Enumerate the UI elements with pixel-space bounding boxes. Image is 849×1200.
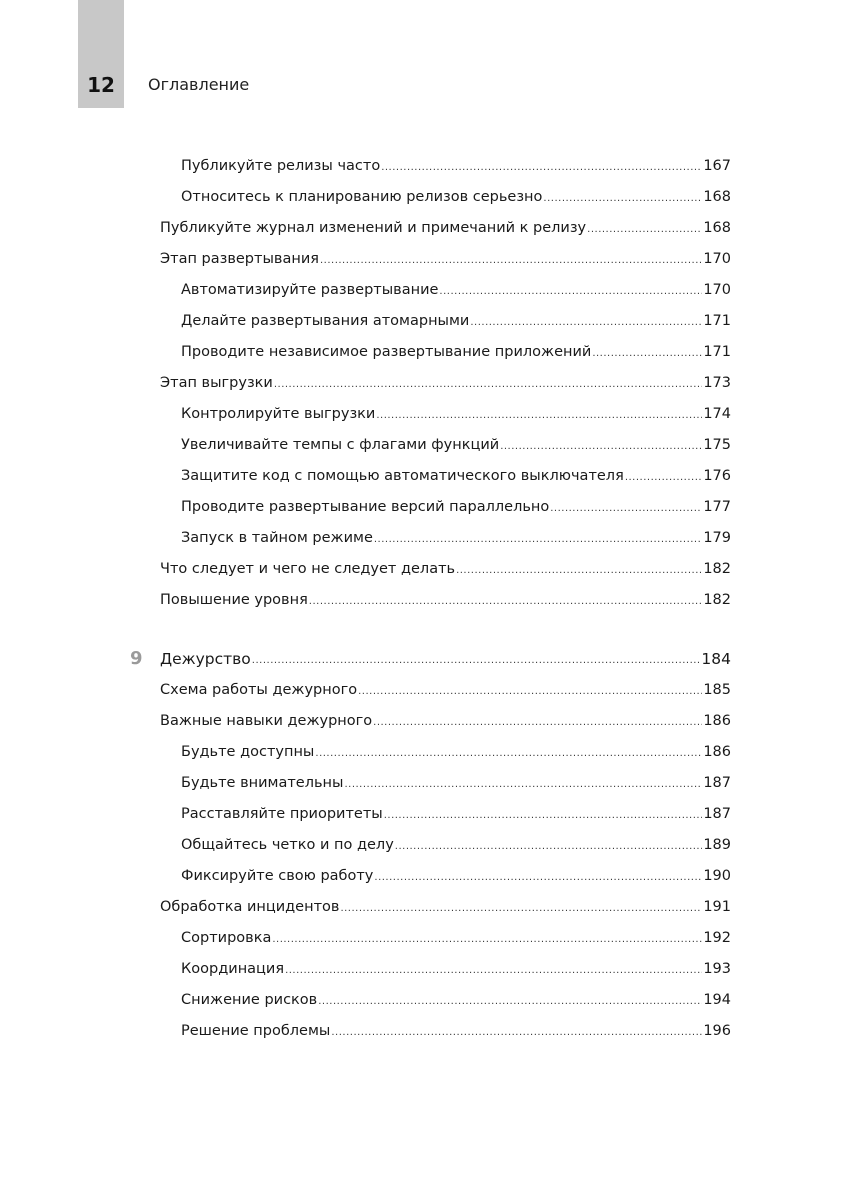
dot-leader bbox=[384, 811, 703, 829]
dot-leader bbox=[358, 687, 702, 705]
toc-entry bbox=[160, 522, 731, 553]
toc-entry bbox=[160, 829, 731, 860]
toc-entry bbox=[160, 367, 731, 398]
toc-entry-page: 189 bbox=[703, 836, 731, 853]
toc-entry-title: Координация bbox=[181, 960, 285, 977]
toc-entry bbox=[160, 705, 731, 736]
toc-entry-page: 173 bbox=[703, 374, 731, 391]
dot-leader bbox=[272, 935, 702, 953]
toc-entry-page: 168 bbox=[703, 219, 731, 236]
toc-entry-page: 186 bbox=[703, 712, 731, 729]
dot-leader bbox=[285, 966, 702, 984]
toc-entry-page: 182 bbox=[703, 560, 731, 577]
toc-entry-page: 177 bbox=[703, 498, 731, 515]
dot-leader bbox=[587, 225, 702, 243]
toc-entry-page: 191 bbox=[703, 898, 731, 915]
toc-entry-page: 175 bbox=[703, 436, 731, 453]
toc-entry-page: 170 bbox=[703, 250, 731, 267]
toc-entry-title: Расставляйте приоритеты bbox=[181, 805, 383, 822]
dot-leader bbox=[439, 287, 702, 305]
dot-leader bbox=[592, 349, 702, 367]
dot-leader bbox=[252, 656, 701, 674]
dot-leader bbox=[331, 1028, 702, 1046]
toc-entry bbox=[160, 584, 731, 615]
dot-leader bbox=[318, 997, 702, 1015]
dot-leader bbox=[373, 718, 702, 736]
toc-entry-page: 184 bbox=[701, 649, 731, 668]
toc-entry bbox=[160, 798, 731, 829]
toc-entry bbox=[160, 305, 731, 336]
toc-entry-title: Запуск в тайном режиме bbox=[181, 529, 373, 546]
toc-entry-title: Увеличивайте темпы с флагами функций bbox=[181, 436, 500, 453]
toc-entry-title: Фиксируйте свою работу bbox=[181, 867, 374, 884]
toc-entry bbox=[160, 736, 731, 767]
dot-leader bbox=[274, 380, 702, 398]
dot-leader bbox=[374, 535, 702, 553]
toc-entry-title: Что следует и чего не следует делать bbox=[160, 560, 456, 577]
toc-entry bbox=[160, 553, 731, 584]
page-number: 12 bbox=[87, 73, 115, 97]
toc-entry bbox=[160, 181, 731, 212]
dot-leader bbox=[470, 318, 702, 336]
dot-leader bbox=[500, 442, 702, 460]
toc-entry bbox=[160, 891, 731, 922]
toc-entry bbox=[160, 984, 731, 1015]
toc-entry-page: 167 bbox=[703, 157, 731, 174]
toc-entry-title: Относитесь к планированию релизов серьезно bbox=[181, 188, 543, 205]
toc-entry-title: Этап развертывания bbox=[160, 250, 319, 267]
dot-leader bbox=[625, 473, 703, 491]
toc-entry-title: Автоматизируйте развертывание bbox=[181, 281, 439, 298]
toc-entry-page: 194 bbox=[703, 991, 731, 1008]
dot-leader bbox=[376, 411, 702, 429]
toc-entry-title: Защитите код с помощью автоматического выключателя bbox=[181, 467, 624, 484]
toc-entry-title: Будьте внимательны bbox=[181, 774, 344, 791]
toc-entry-page: 179 bbox=[703, 529, 731, 546]
toc-entry-page: 192 bbox=[703, 929, 731, 946]
toc-entry bbox=[160, 460, 731, 491]
toc-entry-title: Повышение уровня bbox=[160, 591, 308, 608]
toc-entry-page: 174 bbox=[703, 405, 731, 422]
toc-entry-title: Делайте развертывания атомарными bbox=[181, 312, 470, 329]
toc-entry-page: 187 bbox=[703, 774, 731, 791]
toc-entry-page: 196 bbox=[703, 1022, 731, 1039]
dot-leader bbox=[309, 597, 703, 615]
toc-entry-page: 170 bbox=[703, 281, 731, 298]
toc-entry bbox=[160, 274, 731, 305]
dot-leader bbox=[456, 566, 702, 584]
toc-entry-title: Схема работы дежурного bbox=[160, 681, 358, 698]
toc-entry-title: Общайтесь четко и по делу bbox=[181, 836, 394, 853]
dot-leader bbox=[320, 256, 702, 274]
toc-entry-title: Будьте доступны bbox=[181, 743, 315, 760]
toc-entry bbox=[160, 1015, 731, 1046]
toc-entry bbox=[160, 767, 731, 798]
toc-entry-title: Публикуйте журнал изменений и примечаний к релизу bbox=[160, 219, 587, 236]
toc-entry bbox=[160, 212, 731, 243]
running-head-title: Оглавление bbox=[148, 75, 250, 94]
chapter-number: 9 bbox=[130, 648, 143, 669]
toc-entry-title: Важные навыки дежурного bbox=[160, 712, 373, 729]
toc-entry-title: Решение проблемы bbox=[181, 1022, 331, 1039]
table-of-contents bbox=[130, 150, 731, 1046]
toc-entry-page: 171 bbox=[703, 312, 731, 329]
toc-entry-title: Проводите развертывание версий параллельно bbox=[181, 498, 550, 515]
toc-entry bbox=[160, 150, 731, 181]
dot-leader bbox=[543, 194, 702, 212]
toc-entry-page: 168 bbox=[703, 188, 731, 205]
toc-chapter-entry bbox=[130, 643, 731, 674]
toc-entry bbox=[160, 429, 731, 460]
dot-leader bbox=[395, 842, 703, 860]
toc-entry bbox=[160, 336, 731, 367]
toc-entry-page: 187 bbox=[703, 805, 731, 822]
dot-leader bbox=[315, 749, 702, 767]
toc-entry bbox=[160, 398, 731, 429]
toc-entry-page: 185 bbox=[703, 681, 731, 698]
toc-entry bbox=[160, 491, 731, 522]
toc-entry-title: Контролируйте выгрузки bbox=[181, 405, 376, 422]
toc-entry-title: Сортировка bbox=[181, 929, 272, 946]
dot-leader bbox=[374, 873, 702, 891]
toc-entry-title: Публикуйте релизы часто bbox=[181, 157, 381, 174]
toc-entry-page: 176 bbox=[703, 467, 731, 484]
toc-entry-title: Снижение рисков bbox=[181, 991, 318, 1008]
dot-leader bbox=[344, 780, 702, 798]
toc-entry bbox=[160, 243, 731, 274]
toc-entry bbox=[160, 860, 731, 891]
toc-entry-page: 171 bbox=[703, 343, 731, 360]
dot-leader bbox=[550, 504, 702, 522]
dot-leader bbox=[340, 904, 702, 922]
toc-entry-title: Этап выгрузки bbox=[160, 374, 273, 391]
toc-entry bbox=[160, 922, 731, 953]
toc-entry-title: Обработка инцидентов bbox=[160, 898, 340, 915]
toc-entry-title: Проводите независимое развертывание приложений bbox=[181, 343, 592, 360]
toc-entry-page: 190 bbox=[703, 867, 731, 884]
toc-entry-title: Дежурство bbox=[160, 649, 251, 668]
toc-entry bbox=[160, 674, 731, 705]
toc-entry-page: 193 bbox=[703, 960, 731, 977]
toc-entry-page: 186 bbox=[703, 743, 731, 760]
toc-entry-page: 182 bbox=[703, 591, 731, 608]
dot-leader bbox=[381, 163, 702, 181]
toc-entry bbox=[160, 953, 731, 984]
